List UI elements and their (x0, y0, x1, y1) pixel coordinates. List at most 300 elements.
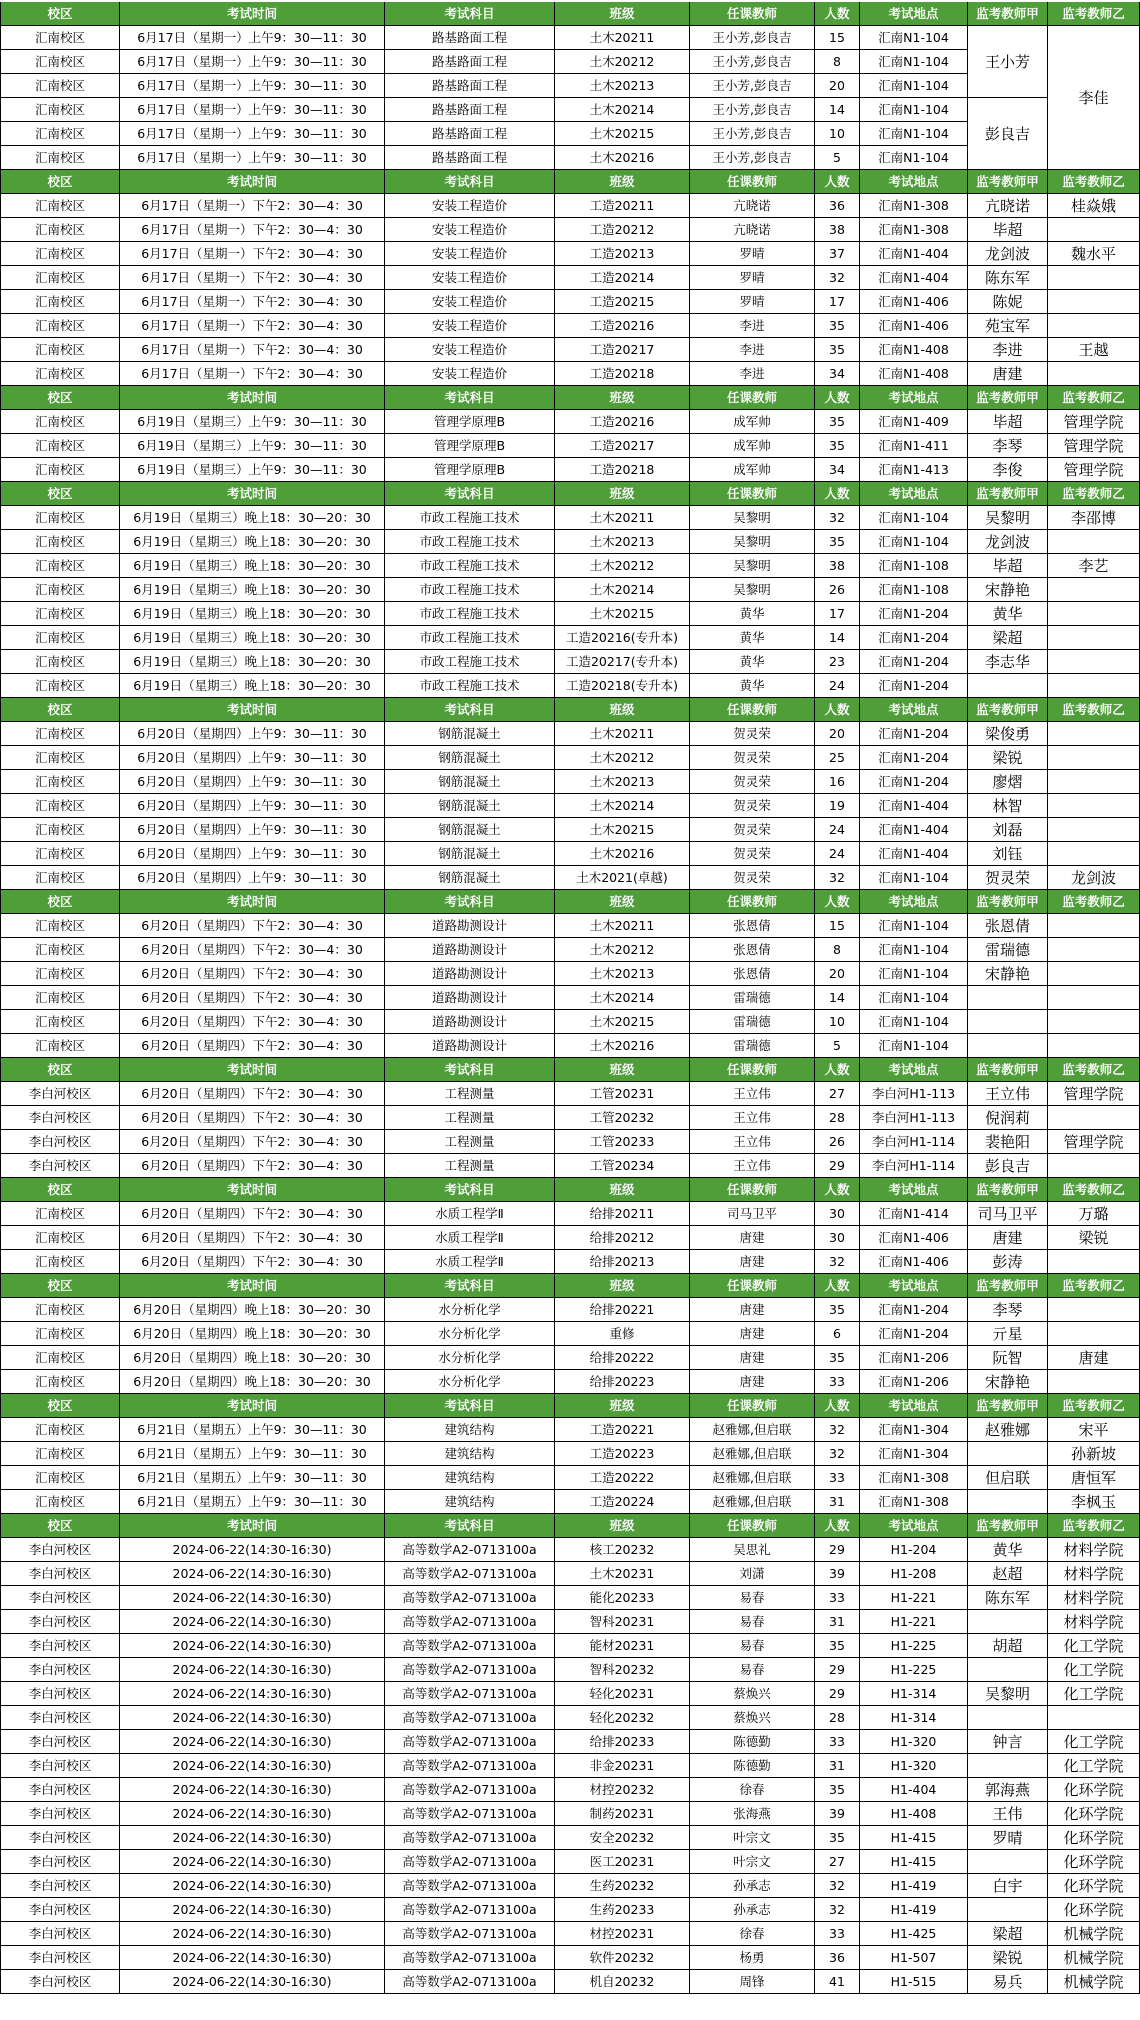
header-cell-subject: 考试科目 (385, 890, 555, 914)
cell-class: 工造20216 (555, 314, 690, 338)
cell-class: 核工20232 (555, 1538, 690, 1562)
cell-teacher: 赵雅娜,但启联 (690, 1466, 815, 1490)
cell-proctor-a: 陈妮 (968, 290, 1048, 314)
cell-subject: 高等数学A2-0713100a (385, 1898, 555, 1922)
table-row (0, 1706, 1140, 1730)
cell-class: 土木20213 (555, 770, 690, 794)
cell-teacher: 杨勇 (690, 1946, 815, 1970)
table-row (0, 602, 1140, 626)
cell-campus: 汇南校区 (0, 1034, 120, 1058)
header-cell-proctor-a: 监考教师甲 (968, 698, 1048, 722)
cell-time: 6月20日（星期四）下午2：30—4：30 (120, 1106, 385, 1130)
cell-campus: 汇南校区 (0, 122, 120, 146)
cell-class: 生药20232 (555, 1874, 690, 1898)
cell-time: 6月20日（星期四）下午2：30—4：30 (120, 1034, 385, 1058)
cell-proctor-a: 裴艳阳 (968, 1130, 1048, 1154)
cell-count: 32 (815, 1898, 860, 1922)
header-cell-class: 班级 (555, 1058, 690, 1082)
table-row (0, 314, 1140, 338)
header-cell-proctor-a: 监考教师甲 (968, 1178, 1048, 1202)
cell-proctor-a: 刘磊 (968, 818, 1048, 842)
cell-campus: 李白河校区 (0, 1130, 120, 1154)
cell-campus: 汇南校区 (0, 770, 120, 794)
cell-proctor-a: 李琴 (968, 434, 1048, 458)
cell-class: 工造20213 (555, 242, 690, 266)
cell-subject: 市政工程施工技术 (385, 506, 555, 530)
cell-location: H1-208 (860, 1562, 968, 1586)
cell-teacher: 贺灵荣 (690, 794, 815, 818)
cell-proctor-b: 管理学院 (1048, 458, 1140, 482)
cell-location: 汇南N1-411 (860, 434, 968, 458)
cell-location: 汇南N1-408 (860, 338, 968, 362)
cell-class: 土木20213 (555, 74, 690, 98)
cell-location: H1-507 (860, 1946, 968, 1970)
cell-proctor-a: 梁锐 (968, 746, 1048, 770)
cell-subject: 钢筋混凝土 (385, 842, 555, 866)
cell-time: 6月17日（星期一）下午2：30—4：30 (120, 290, 385, 314)
cell-count: 32 (815, 266, 860, 290)
cell-time: 6月20日（星期四）晚上18：30—20：30 (120, 1346, 385, 1370)
cell-time: 6月19日（星期三）晚上18：30—20：30 (120, 650, 385, 674)
cell-campus: 李白河校区 (0, 1898, 120, 1922)
cell-proctor-a (968, 1610, 1048, 1634)
cell-proctor-b (1048, 1370, 1140, 1394)
cell-count: 30 (815, 1202, 860, 1226)
cell-campus: 汇南校区 (0, 1442, 120, 1466)
cell-proctor-a (968, 1442, 1048, 1466)
cell-location: 汇南N1-308 (860, 194, 968, 218)
cell-count: 32 (815, 1442, 860, 1466)
cell-time: 2024-06-22(14:30-16:30) (120, 1562, 385, 1586)
cell-subject: 建筑结构 (385, 1442, 555, 1466)
table-row (0, 1442, 1140, 1466)
cell-teacher: 黄华 (690, 602, 815, 626)
cell-subject: 道路勘测设计 (385, 1034, 555, 1058)
cell-teacher: 张恩倩 (690, 938, 815, 962)
cell-teacher: 易春 (690, 1586, 815, 1610)
cell-proctor-a: 司马卫平 (968, 1202, 1048, 1226)
header-cell-count: 人数 (815, 386, 860, 410)
table-row (0, 1778, 1140, 1802)
cell-time: 6月17日（星期一）下午2：30—4：30 (120, 338, 385, 362)
cell-teacher: 吴黎明 (690, 578, 815, 602)
cell-time: 2024-06-22(14:30-16:30) (120, 1754, 385, 1778)
cell-time: 2024-06-22(14:30-16:30) (120, 1658, 385, 1682)
cell-time: 6月17日（星期一）下午2：30—4：30 (120, 314, 385, 338)
cell-subject: 水质工程学Ⅱ (385, 1250, 555, 1274)
cell-subject: 建筑结构 (385, 1466, 555, 1490)
cell-campus: 李白河校区 (0, 1754, 120, 1778)
cell-count: 29 (815, 1682, 860, 1706)
cell-proctor-a: 白宇 (968, 1874, 1048, 1898)
cell-proctor-b: 化工学院 (1048, 1730, 1140, 1754)
table-row (0, 722, 1140, 746)
cell-time: 6月17日（星期一）上午9：30—11：30 (120, 50, 385, 74)
cell-campus: 汇南校区 (0, 506, 120, 530)
cell-proctor-b: 化工学院 (1048, 1634, 1140, 1658)
header-cell-campus: 校区 (0, 1058, 120, 1082)
header-row (0, 1514, 1140, 1538)
cell-teacher: 叶宗文 (690, 1826, 815, 1850)
table-row (0, 1250, 1140, 1274)
cell-location: 汇南N1-404 (860, 242, 968, 266)
header-cell-teacher: 任课教师 (690, 386, 815, 410)
cell-time: 6月17日（星期一）上午9：30—11：30 (120, 146, 385, 170)
table-row (0, 506, 1140, 530)
cell-subject: 钢筋混凝土 (385, 770, 555, 794)
cell-teacher: 赵雅娜,但启联 (690, 1418, 815, 1442)
cell-campus: 汇南校区 (0, 722, 120, 746)
cell-location: 汇南N1-204 (860, 1322, 968, 1346)
cell-teacher: 成军帅 (690, 410, 815, 434)
header-cell-subject: 考试科目 (385, 1514, 555, 1538)
cell-class: 给排20223 (555, 1370, 690, 1394)
header-cell-time: 考试时间 (120, 698, 385, 722)
cell-time: 6月19日（星期三）晚上18：30—20：30 (120, 554, 385, 578)
cell-time: 6月17日（星期一）下午2：30—4：30 (120, 218, 385, 242)
cell-class: 工造20217 (555, 434, 690, 458)
cell-class: 重修 (555, 1322, 690, 1346)
cell-teacher: 蔡焕兴 (690, 1682, 815, 1706)
cell-location: 汇南N1-104 (860, 26, 968, 50)
cell-class: 土木20214 (555, 794, 690, 818)
table-row (0, 1418, 1140, 1442)
cell-campus: 汇南校区 (0, 434, 120, 458)
table-row (0, 266, 1140, 290)
cell-subject: 安装工程造价 (385, 314, 555, 338)
table-row (0, 1298, 1140, 1322)
cell-time: 6月20日（星期四）下午2：30—4：30 (120, 986, 385, 1010)
cell-class: 土木20216 (555, 146, 690, 170)
cell-time: 2024-06-22(14:30-16:30) (120, 1970, 385, 1994)
header-cell-class: 班级 (555, 482, 690, 506)
cell-time: 2024-06-22(14:30-16:30) (120, 1682, 385, 1706)
header-cell-teacher: 任课教师 (690, 1178, 815, 1202)
header-cell-proctor-a: 监考教师甲 (968, 1514, 1048, 1538)
cell-teacher: 贺灵荣 (690, 746, 815, 770)
cell-teacher: 罗晴 (690, 290, 815, 314)
cell-count: 23 (815, 650, 860, 674)
header-cell-proctor-b: 监考教师乙 (1048, 2, 1140, 26)
cell-time: 2024-06-22(14:30-16:30) (120, 1706, 385, 1730)
cell-proctor-b (1048, 266, 1140, 290)
cell-class: 土木20214 (555, 98, 690, 122)
cell-campus: 汇南校区 (0, 218, 120, 242)
cell-location: 汇南N1-204 (860, 674, 968, 698)
cell-proctor-b: 唐恒军 (1048, 1466, 1140, 1490)
cell-class: 工造20217 (555, 338, 690, 362)
header-cell-class: 班级 (555, 698, 690, 722)
header-row (0, 1394, 1140, 1418)
cell-proctor-a (968, 986, 1048, 1010)
cell-time: 6月20日（星期四）下午2：30—4：30 (120, 938, 385, 962)
header-cell-time: 考试时间 (120, 1058, 385, 1082)
cell-teacher: 张海燕 (690, 1802, 815, 1826)
header-cell-location: 考试地点 (860, 1274, 968, 1298)
cell-count: 27 (815, 1082, 860, 1106)
cell-proctor-b: 管理学院 (1048, 1130, 1140, 1154)
cell-subject: 市政工程施工技术 (385, 626, 555, 650)
cell-teacher: 蔡焕兴 (690, 1706, 815, 1730)
cell-count: 32 (815, 1250, 860, 1274)
cell-proctor-a: 王立伟 (968, 1082, 1048, 1106)
cell-teacher: 叶宗文 (690, 1850, 815, 1874)
cell-proctor-a: 胡超 (968, 1634, 1048, 1658)
cell-teacher: 易春 (690, 1658, 815, 1682)
cell-proctor-a: 陈东军 (968, 266, 1048, 290)
header-cell-count: 人数 (815, 1274, 860, 1298)
cell-proctor-b (1048, 602, 1140, 626)
cell-proctor-b (1048, 530, 1140, 554)
header-cell-subject: 考试科目 (385, 698, 555, 722)
table-row (0, 338, 1140, 362)
header-cell-teacher: 任课教师 (690, 170, 815, 194)
cell-location: H1-425 (860, 1922, 968, 1946)
cell-location: H1-415 (860, 1826, 968, 1850)
cell-teacher: 徐春 (690, 1778, 815, 1802)
cell-campus: 汇南校区 (0, 74, 120, 98)
header-cell-proctor-a: 监考教师甲 (968, 2, 1048, 26)
cell-class: 工造20216 (555, 410, 690, 434)
cell-count: 38 (815, 554, 860, 578)
cell-count: 38 (815, 218, 860, 242)
cell-count: 15 (815, 914, 860, 938)
header-cell-campus: 校区 (0, 1394, 120, 1418)
table-row (0, 554, 1140, 578)
cell-proctor-b (1048, 1250, 1140, 1274)
cell-count: 14 (815, 626, 860, 650)
cell-count: 35 (815, 1826, 860, 1850)
cell-proctor-b: 化环学院 (1048, 1874, 1140, 1898)
cell-campus: 汇南校区 (0, 242, 120, 266)
cell-teacher: 孙承志 (690, 1874, 815, 1898)
cell-subject: 高等数学A2-0713100a (385, 1874, 555, 1898)
cell-location: 汇南N1-204 (860, 602, 968, 626)
cell-count: 33 (815, 1730, 860, 1754)
cell-count: 20 (815, 962, 860, 986)
cell-campus: 汇南校区 (0, 866, 120, 890)
cell-proctor-a: 李志华 (968, 650, 1048, 674)
cell-proctor-a: 王伟 (968, 1802, 1048, 1826)
cell-campus: 李白河校区 (0, 1682, 120, 1706)
cell-teacher: 王小芳,彭良吉 (690, 74, 815, 98)
cell-teacher: 唐建 (690, 1322, 815, 1346)
cell-location: 汇南N1-409 (860, 410, 968, 434)
cell-count: 33 (815, 1922, 860, 1946)
cell-proctor-a: 梁俊勇 (968, 722, 1048, 746)
cell-class: 工造20218 (555, 362, 690, 386)
cell-subject: 道路勘测设计 (385, 938, 555, 962)
cell-teacher: 王小芳,彭良吉 (690, 98, 815, 122)
cell-time: 6月17日（星期一）下午2：30—4：30 (120, 194, 385, 218)
table-row (0, 962, 1140, 986)
table-row (0, 1226, 1140, 1250)
cell-time: 6月19日（星期三）上午9：30—11：30 (120, 410, 385, 434)
table-row (0, 938, 1140, 962)
cell-subject: 水分析化学 (385, 1298, 555, 1322)
cell-count: 17 (815, 602, 860, 626)
cell-time: 6月20日（星期四）上午9：30—11：30 (120, 770, 385, 794)
cell-class: 能化20233 (555, 1586, 690, 1610)
header-cell-teacher: 任课教师 (690, 1394, 815, 1418)
cell-class: 医工20231 (555, 1850, 690, 1874)
table-row (0, 458, 1140, 482)
cell-class: 给排20222 (555, 1346, 690, 1370)
cell-proctor-b: 王越 (1048, 338, 1140, 362)
cell-time: 6月20日（星期四）下午2：30—4：30 (120, 1202, 385, 1226)
cell-count: 15 (815, 26, 860, 50)
cell-class: 工造20214 (555, 266, 690, 290)
cell-proctor-a: 赵雅娜 (968, 1418, 1048, 1442)
cell-location: H1-221 (860, 1586, 968, 1610)
header-cell-proctor-b: 监考教师乙 (1048, 386, 1140, 410)
cell-time: 6月19日（星期三）晚上18：30—20：30 (120, 602, 385, 626)
cell-campus: 汇南校区 (0, 938, 120, 962)
cell-subject: 高等数学A2-0713100a (385, 1922, 555, 1946)
cell-proctor-b: 化环学院 (1048, 1850, 1140, 1874)
table-row (0, 842, 1140, 866)
header-cell-proctor-b: 监考教师乙 (1048, 1274, 1140, 1298)
cell-time: 6月20日（星期四）上午9：30—11：30 (120, 866, 385, 890)
cell-proctor-a (968, 1490, 1048, 1514)
header-row (0, 1274, 1140, 1298)
cell-subject: 高等数学A2-0713100a (385, 1946, 555, 1970)
cell-class: 土木20215 (555, 122, 690, 146)
cell-count: 17 (815, 290, 860, 314)
cell-location: 汇南N1-204 (860, 626, 968, 650)
cell-location: 李白河H1-113 (860, 1082, 968, 1106)
cell-location: 汇南N1-108 (860, 554, 968, 578)
cell-campus: 李白河校区 (0, 1778, 120, 1802)
cell-teacher: 吴思礼 (690, 1538, 815, 1562)
cell-location: 汇南N1-406 (860, 1226, 968, 1250)
cell-proctor-b: 龙剑波 (1048, 866, 1140, 890)
cell-proctor-a: 黄华 (968, 1538, 1048, 1562)
cell-campus: 汇南校区 (0, 98, 120, 122)
cell-teacher: 吴黎明 (690, 554, 815, 578)
cell-class: 材控20231 (555, 1922, 690, 1946)
cell-campus: 李白河校区 (0, 1874, 120, 1898)
cell-teacher: 易春 (690, 1634, 815, 1658)
cell-teacher: 王小芳,彭良吉 (690, 122, 815, 146)
table-row (0, 1730, 1140, 1754)
cell-proctor-b: 宋平 (1048, 1418, 1140, 1442)
cell-subject: 安装工程造价 (385, 290, 555, 314)
header-cell-time: 考试时间 (120, 890, 385, 914)
cell-proctor-b (1048, 962, 1140, 986)
cell-location: 汇南N1-206 (860, 1346, 968, 1370)
cell-subject: 钢筋混凝土 (385, 722, 555, 746)
cell-teacher: 吴黎明 (690, 530, 815, 554)
header-cell-count: 人数 (815, 1394, 860, 1418)
cell-time: 6月17日（星期一）上午9：30—11：30 (120, 122, 385, 146)
header-cell-teacher: 任课教师 (690, 698, 815, 722)
cell-campus: 李白河校区 (0, 1082, 120, 1106)
cell-teacher: 唐建 (690, 1226, 815, 1250)
cell-subject: 高等数学A2-0713100a (385, 1730, 555, 1754)
table-row (0, 1370, 1140, 1394)
cell-proctor-a (968, 1034, 1048, 1058)
header-cell-proctor-a: 监考教师甲 (968, 170, 1048, 194)
cell-proctor-b: 管理学院 (1048, 1082, 1140, 1106)
cell-proctor-a: 陈东军 (968, 1586, 1048, 1610)
cell-subject: 钢筋混凝土 (385, 818, 555, 842)
cell-time: 6月20日（星期四）下午2：30—4：30 (120, 1082, 385, 1106)
header-cell-time: 考试时间 (120, 2, 385, 26)
cell-time: 2024-06-22(14:30-16:30) (120, 1874, 385, 1898)
cell-count: 33 (815, 1586, 860, 1610)
cell-proctor-b (1048, 722, 1140, 746)
cell-campus: 汇南校区 (0, 530, 120, 554)
table-row (0, 1754, 1140, 1778)
table-row (0, 242, 1140, 266)
cell-time: 6月17日（星期一）上午9：30—11：30 (120, 98, 385, 122)
cell-class: 土木20212 (555, 554, 690, 578)
cell-count: 24 (815, 818, 860, 842)
cell-subject: 安装工程造价 (385, 242, 555, 266)
cell-proctor-a: 廖熠 (968, 770, 1048, 794)
cell-proctor-b: 孙新坡 (1048, 1442, 1140, 1466)
cell-campus: 汇南校区 (0, 1226, 120, 1250)
cell-class: 土木20212 (555, 746, 690, 770)
cell-campus: 汇南校区 (0, 50, 120, 74)
header-row (0, 698, 1140, 722)
cell-campus: 汇南校区 (0, 1490, 120, 1514)
cell-class: 工管20232 (555, 1106, 690, 1130)
cell-subject: 市政工程施工技术 (385, 674, 555, 698)
cell-proctor-a: 张恩倩 (968, 914, 1048, 938)
cell-time: 2024-06-22(14:30-16:30) (120, 1586, 385, 1610)
cell-location: 汇南N1-204 (860, 770, 968, 794)
cell-campus: 汇南校区 (0, 1418, 120, 1442)
cell-campus: 汇南校区 (0, 962, 120, 986)
table-row (0, 1490, 1140, 1514)
cell-class: 智科20231 (555, 1610, 690, 1634)
cell-count: 26 (815, 1130, 860, 1154)
cell-count: 16 (815, 770, 860, 794)
header-cell-campus: 校区 (0, 482, 120, 506)
cell-class: 工造20215 (555, 290, 690, 314)
cell-location: 汇南N1-104 (860, 98, 968, 122)
cell-proctor-a: 彭良吉 (968, 1154, 1048, 1178)
cell-class: 软件20232 (555, 1946, 690, 1970)
cell-proctor-b (1048, 770, 1140, 794)
cell-proctor-b (1048, 1706, 1140, 1730)
header-cell-proctor-b: 监考教师乙 (1048, 1058, 1140, 1082)
cell-subject: 工程测量 (385, 1106, 555, 1130)
cell-subject: 工程测量 (385, 1154, 555, 1178)
cell-subject: 路基路面工程 (385, 50, 555, 74)
cell-count: 39 (815, 1802, 860, 1826)
cell-subject: 市政工程施工技术 (385, 578, 555, 602)
cell-class: 生药20233 (555, 1898, 690, 1922)
header-cell-location: 考试地点 (860, 1058, 968, 1082)
cell-proctor-a: 毕超 (968, 410, 1048, 434)
cell-subject: 安装工程造价 (385, 194, 555, 218)
cell-campus: 汇南校区 (0, 1298, 120, 1322)
cell-teacher: 王立伟 (690, 1130, 815, 1154)
table-row (0, 770, 1140, 794)
cell-location: 汇南N1-406 (860, 314, 968, 338)
cell-subject: 高等数学A2-0713100a (385, 1658, 555, 1682)
cell-campus: 李白河校区 (0, 1658, 120, 1682)
cell-class: 土木20212 (555, 50, 690, 74)
cell-subject: 高等数学A2-0713100a (385, 1970, 555, 1994)
cell-location: 汇南N1-104 (860, 1010, 968, 1034)
cell-class: 土木20216 (555, 842, 690, 866)
cell-time: 6月17日（星期一）上午9：30—11：30 (120, 26, 385, 50)
header-cell-class: 班级 (555, 1514, 690, 1538)
